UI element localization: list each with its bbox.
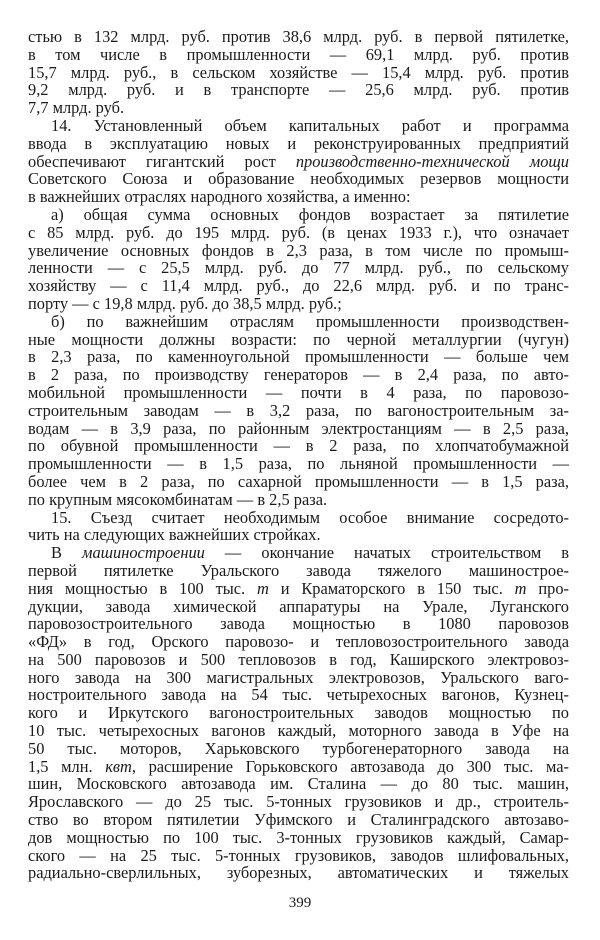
text-segment: и Краматорского в 150 тыс. bbox=[268, 578, 515, 598]
text-line bbox=[28, 277, 569, 295]
text-segment: мобильной промышленности — почти в 4 раза, по паровозо- bbox=[28, 382, 569, 402]
text-line bbox=[28, 758, 569, 776]
text-line bbox=[28, 402, 569, 420]
text-line bbox=[28, 135, 569, 153]
text-line bbox=[28, 491, 569, 509]
text-segment: ство во втором пятилетии Уфимского и Сталинградского автозаво- bbox=[28, 810, 569, 830]
italic-text: т bbox=[257, 578, 269, 598]
text-line bbox=[28, 170, 569, 188]
text-line bbox=[28, 615, 569, 633]
text-segment: В bbox=[51, 543, 82, 563]
page-number: 399 bbox=[288, 895, 312, 911]
text-line bbox=[28, 117, 569, 135]
text-segment: ского — на 25 тыс. 5-тонных грузовиков, заводов шлифовальных, bbox=[28, 845, 569, 865]
text-line bbox=[28, 384, 569, 402]
text-segment: Ярославского — до 25 тыс. 5-тонных грузовиков и др., строитель- bbox=[28, 792, 569, 812]
text-line bbox=[28, 473, 569, 491]
text-line bbox=[28, 153, 569, 171]
text-segment: Советского Союза и образование необходимых резервов мощности bbox=[28, 169, 569, 189]
text-segment: ного завода на 300 магистральных электровозов, Уральского ваго- bbox=[28, 667, 569, 687]
text-line bbox=[28, 313, 569, 331]
text-segment: , расширение Горьковского автозавода до 300 тыс. ма- bbox=[131, 756, 570, 776]
text-line bbox=[28, 188, 569, 206]
text-segment: ные мощности должны возрасти: по черной металлургии (чугун) bbox=[28, 329, 569, 349]
text-segment: 15,7 млрд. руб., в сельском хозяйстве — 15,4 млрд. руб. против bbox=[28, 62, 569, 82]
text-segment: ния мощностью в 100 тыс. bbox=[28, 578, 258, 598]
text-segment: по крупным мясокомбинатам — в 2,5 раза. bbox=[28, 489, 328, 509]
text-segment: «ФД» в год, Орского паровозо- и тепловозостроительного завода bbox=[28, 632, 569, 652]
text-line bbox=[28, 348, 569, 366]
text-segment: 15. Съезд считает необходимым особое внимание сосредото- bbox=[51, 507, 569, 527]
text-line bbox=[28, 686, 569, 704]
text-line bbox=[28, 224, 569, 242]
text-segment: а) общая сумма основных фондов возрастает за пятилетие bbox=[51, 204, 569, 224]
text-line bbox=[28, 81, 569, 99]
text-segment: радиально-сверлильных, зуборезных, автоматических и тяжелых bbox=[28, 863, 569, 883]
text-line bbox=[28, 331, 569, 349]
text-segment: увеличение основных фондов в 2,3 раза, в том числе по промыш- bbox=[28, 240, 569, 260]
text-line bbox=[28, 509, 569, 527]
text-segment: про- bbox=[526, 578, 570, 598]
text-segment: шин, Московского автозавода им. Сталина — до 80 тыс. машин, bbox=[28, 774, 569, 794]
text-line bbox=[28, 562, 569, 580]
text-line bbox=[28, 259, 569, 277]
text-line bbox=[28, 651, 569, 669]
text-line bbox=[28, 28, 569, 46]
text-line bbox=[28, 420, 569, 438]
text-line bbox=[28, 740, 569, 758]
text-line bbox=[28, 793, 569, 811]
text-segment: по обувной промышленности — в 2 раза, по хлопчатобумажной bbox=[28, 436, 569, 456]
text-line bbox=[28, 847, 569, 865]
italic-text: производственно-технической мощи bbox=[295, 151, 570, 171]
text-segment: в 2,3 раза, по каменноугольной промышленности — больше чем bbox=[28, 347, 569, 367]
text-segment: чить на следующих важнейших стройках. bbox=[28, 525, 321, 545]
text-segment: промышленности — в 1,5 раза, по льняной промышленности — bbox=[28, 454, 569, 474]
text-segment: порту — с 19,8 млрд. руб. до 38,5 млрд. руб.; bbox=[28, 293, 342, 313]
text-line bbox=[28, 46, 569, 64]
text-segment: ностроительного завода на 54 тыс. четырехосных вагонов, Кузнец- bbox=[28, 685, 569, 705]
text-segment: с 85 млрд. руб. до 195 млрд. руб. (в ценах 1933 г.), что означает bbox=[28, 222, 569, 242]
text-segment: хозяйству — с 11,4 млрд. руб., до 22,6 млрд. руб. и по транс- bbox=[28, 276, 569, 296]
text-segment: 14. Установленный объем капитальных работ и программа bbox=[51, 115, 569, 135]
text-line bbox=[28, 437, 569, 455]
text-segment: обеспечивают гигантский рост bbox=[28, 151, 296, 171]
text-line bbox=[28, 544, 569, 562]
text-segment: кого и Иркутского вагоностроительных заводов мощностью по bbox=[28, 703, 569, 723]
text-line bbox=[28, 295, 569, 313]
text-line bbox=[28, 722, 569, 740]
text-line bbox=[28, 366, 569, 384]
text-line bbox=[28, 455, 569, 473]
text-line bbox=[28, 64, 569, 82]
text-line bbox=[28, 669, 569, 687]
text-line bbox=[28, 580, 569, 598]
page-body bbox=[28, 28, 569, 882]
text-segment: в том числе в промышленности — 69,1 млрд. руб. против bbox=[28, 44, 569, 64]
italic-text: т bbox=[514, 578, 527, 598]
text-line bbox=[28, 99, 569, 117]
text-segment: более чем в 2 раза, по сахарной промышленности — в 1,5 раза, bbox=[28, 471, 569, 491]
text-segment: 50 тыс. моторов, Харьковского турбогенераторного завода на bbox=[28, 738, 569, 758]
text-line bbox=[28, 829, 569, 847]
text-segment: дов мощностью по 100 тыс. 3-тонных грузовиков каждый, Самар- bbox=[28, 827, 569, 847]
text-segment: первой пятилетке Уральского завода тяжелого машинострое- bbox=[28, 560, 569, 580]
text-line bbox=[28, 704, 569, 722]
text-line bbox=[28, 526, 569, 544]
text-segment: б) по важнейшим отраслям промышленности производствен- bbox=[51, 311, 569, 331]
text-segment: стью в 132 млрд. руб. против 38,6 млрд. руб. в первой пятилетке, bbox=[28, 27, 569, 46]
text-segment: водам — в 3,9 раза, по районным электростанциям — в 2,5 раза, bbox=[28, 418, 569, 438]
text-segment: в важнейших отраслях народного хозяйства, а именно: bbox=[28, 187, 411, 207]
text-segment: — окончание начатых строительством в bbox=[204, 543, 569, 563]
text-segment: 10 тыс. четырехосных вагонов каждый, моторного завода в Уфе на bbox=[28, 721, 569, 741]
text-segment: 1,5 млн. bbox=[28, 756, 106, 776]
text-segment: на 500 паровозов и 500 тепловозов в год, Каширского электровоз- bbox=[28, 649, 569, 669]
text-segment: дукции, завода химической аппаратуры на Урале, Луганского bbox=[28, 596, 569, 616]
text-segment: ввода в эксплуатацию новых и реконструированных предприятий bbox=[28, 133, 569, 153]
text-line bbox=[28, 633, 569, 651]
text-segment: паровозостроительного завода мощностью в 1080 паровозов bbox=[28, 614, 569, 634]
text-segment: 7,7 млрд. руб. bbox=[28, 98, 125, 118]
text-segment: 9,2 млрд. руб. и в транспорте — 25,6 млрд. руб. против bbox=[28, 80, 569, 100]
text-line bbox=[28, 242, 569, 260]
text-line bbox=[28, 598, 569, 616]
text-segment: строительным заводам — в 3,2 раза, по вагоностроительным за- bbox=[28, 400, 569, 420]
text-line bbox=[28, 864, 569, 882]
text-segment: ленности — с 25,5 млрд. руб. до 77 млрд. руб., по сельскому bbox=[28, 258, 569, 278]
text-segment: в 2 раза, по производству генераторов — в 2,4 раза, по авто- bbox=[28, 365, 569, 385]
italic-text: машиностроении bbox=[82, 543, 205, 563]
text-line bbox=[28, 811, 569, 829]
text-line bbox=[28, 206, 569, 224]
text-line bbox=[28, 775, 569, 793]
italic-text: квт bbox=[105, 756, 132, 776]
